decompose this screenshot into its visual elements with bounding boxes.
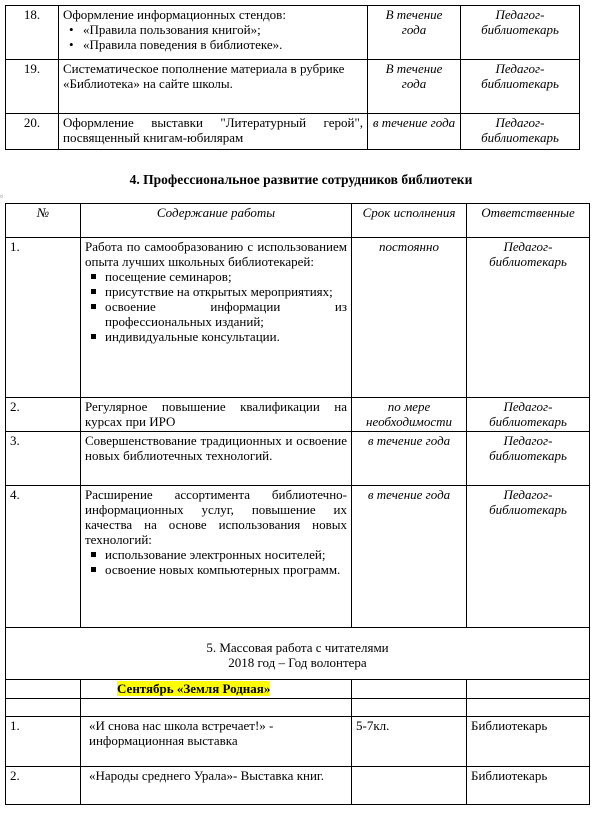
- row-term: 5-7кл.: [352, 717, 467, 767]
- empty-cell: [467, 680, 590, 699]
- list-item: присутствие на открытых мероприятиях;: [105, 284, 347, 299]
- empty-cell: [81, 699, 352, 717]
- row-content: [81, 238, 352, 398]
- row-term: в течение года: [352, 432, 467, 486]
- row-responsible: Библиотекарь: [467, 767, 590, 805]
- table-row: [6, 767, 590, 805]
- section-5-title: 5. Массовая работа с читателями: [206, 640, 389, 655]
- month-row: [6, 680, 590, 699]
- row-number: 2.: [6, 767, 81, 805]
- bullet-list: [85, 547, 347, 577]
- row-number: 1.: [6, 717, 81, 767]
- section-5-heading: [6, 628, 590, 680]
- row-content: «И снова нас школа встречает!» - информационная выставка: [81, 717, 352, 767]
- row-title: Расширение ассортимента библиотечно-информационных услуг, повышение их качества на основе использования новых технологий:: [85, 487, 347, 547]
- row-content: [59, 6, 368, 60]
- table-row: [6, 114, 580, 150]
- row-title: Оформление информационных стендов:: [63, 7, 286, 22]
- empty-cell: [467, 699, 590, 717]
- row-term: В течение года: [368, 6, 461, 60]
- row-content: Систематическое пополнение материала в рубрике «Библиотека» на сайте школы.: [59, 60, 368, 114]
- row-responsible: Педагог-библиотекарь: [467, 398, 590, 432]
- header-responsible: Ответственные: [467, 204, 590, 238]
- header-content: Содержание работы: [81, 204, 352, 238]
- row-content: «Народы среднего Урала»- Выставка книг.: [81, 767, 352, 805]
- row-term: В течение года: [368, 60, 461, 114]
- table-row: [6, 60, 580, 114]
- row-number: 2.: [6, 398, 81, 432]
- row-responsible: Библиотекарь: [467, 717, 590, 767]
- row-responsible: Педагог-библиотекарь: [467, 238, 590, 398]
- row-term: в течение года: [368, 114, 461, 150]
- list-item: освоение информации из профессиональных изданий;: [105, 299, 347, 329]
- row-responsible: Педагог-библиотекарь: [467, 486, 590, 628]
- row-number: 20.: [6, 114, 59, 150]
- table-row: [6, 486, 590, 628]
- section-4-heading: 4. Профессиональное развитие сотрудников библиотеки: [129, 172, 473, 187]
- list-item: • «Правила пользования книгой»;: [83, 22, 363, 37]
- table-header-row: [6, 204, 590, 238]
- row-responsible: Педагог-библиотекарь: [467, 432, 590, 486]
- row-content: Совершенствование традиционных и освоение новых библиотечных технологий.: [81, 432, 352, 486]
- table-row: [6, 717, 590, 767]
- empty-cell: [6, 699, 81, 717]
- bullet-list: [63, 22, 363, 52]
- row-number: 19.: [6, 60, 59, 114]
- table-row: [6, 238, 590, 398]
- list-item: использование электронных носителей;: [105, 547, 347, 562]
- row-term: [352, 767, 467, 805]
- table-section-4: [5, 203, 590, 805]
- row-term: в течение года: [352, 486, 467, 628]
- row-number: 1.: [6, 238, 81, 398]
- table-row: [6, 6, 580, 60]
- empty-cell: [6, 680, 81, 699]
- month-cell: [81, 680, 352, 699]
- list-item: индивидуальные консультации.: [105, 329, 347, 344]
- month-label: Сентябрь «Земля Родная»: [117, 681, 271, 696]
- table-top: [5, 5, 580, 150]
- row-content: Регулярное повышение квалификации на курсах при ИРО: [81, 398, 352, 432]
- row-number: 4.: [6, 486, 81, 628]
- table-row: [6, 398, 590, 432]
- bullet-list: [85, 269, 347, 344]
- row-number: 18.: [6, 6, 59, 60]
- table-row: [6, 432, 590, 486]
- section-5-subtitle: 2018 год – Год волонтера: [228, 655, 367, 670]
- row-term: по мере необходимости: [352, 398, 467, 432]
- list-item: посещение семинаров;: [105, 269, 347, 284]
- row-content: Оформление выставки "Литературный герой", посвященный книгам-юбилярам: [59, 114, 368, 150]
- row-content: [81, 486, 352, 628]
- list-item: освоение новых компьютерных программ.: [105, 562, 347, 577]
- empty-cell: [352, 680, 467, 699]
- header-term: Срок исполнения: [352, 204, 467, 238]
- header-number: №: [6, 204, 81, 238]
- row-responsible: Педагог-библиотекарь: [461, 60, 580, 114]
- list-item: • «Правила поведения в библиотеке».: [83, 37, 363, 52]
- section-5-heading-row: [6, 628, 590, 680]
- row-title: Работа по самообразованию с использованием опыта лучших школьных библиотекарей:: [85, 239, 347, 269]
- row-responsible: Педагог-библиотекарь: [461, 114, 580, 150]
- paragraph-mark: ▫: [0, 192, 3, 201]
- row-responsible: Педагог-библиотекарь: [461, 6, 580, 60]
- spacer-row: [6, 699, 590, 717]
- empty-cell: [352, 699, 467, 717]
- row-number: 3.: [6, 432, 81, 486]
- row-term: постоянно: [352, 238, 467, 398]
